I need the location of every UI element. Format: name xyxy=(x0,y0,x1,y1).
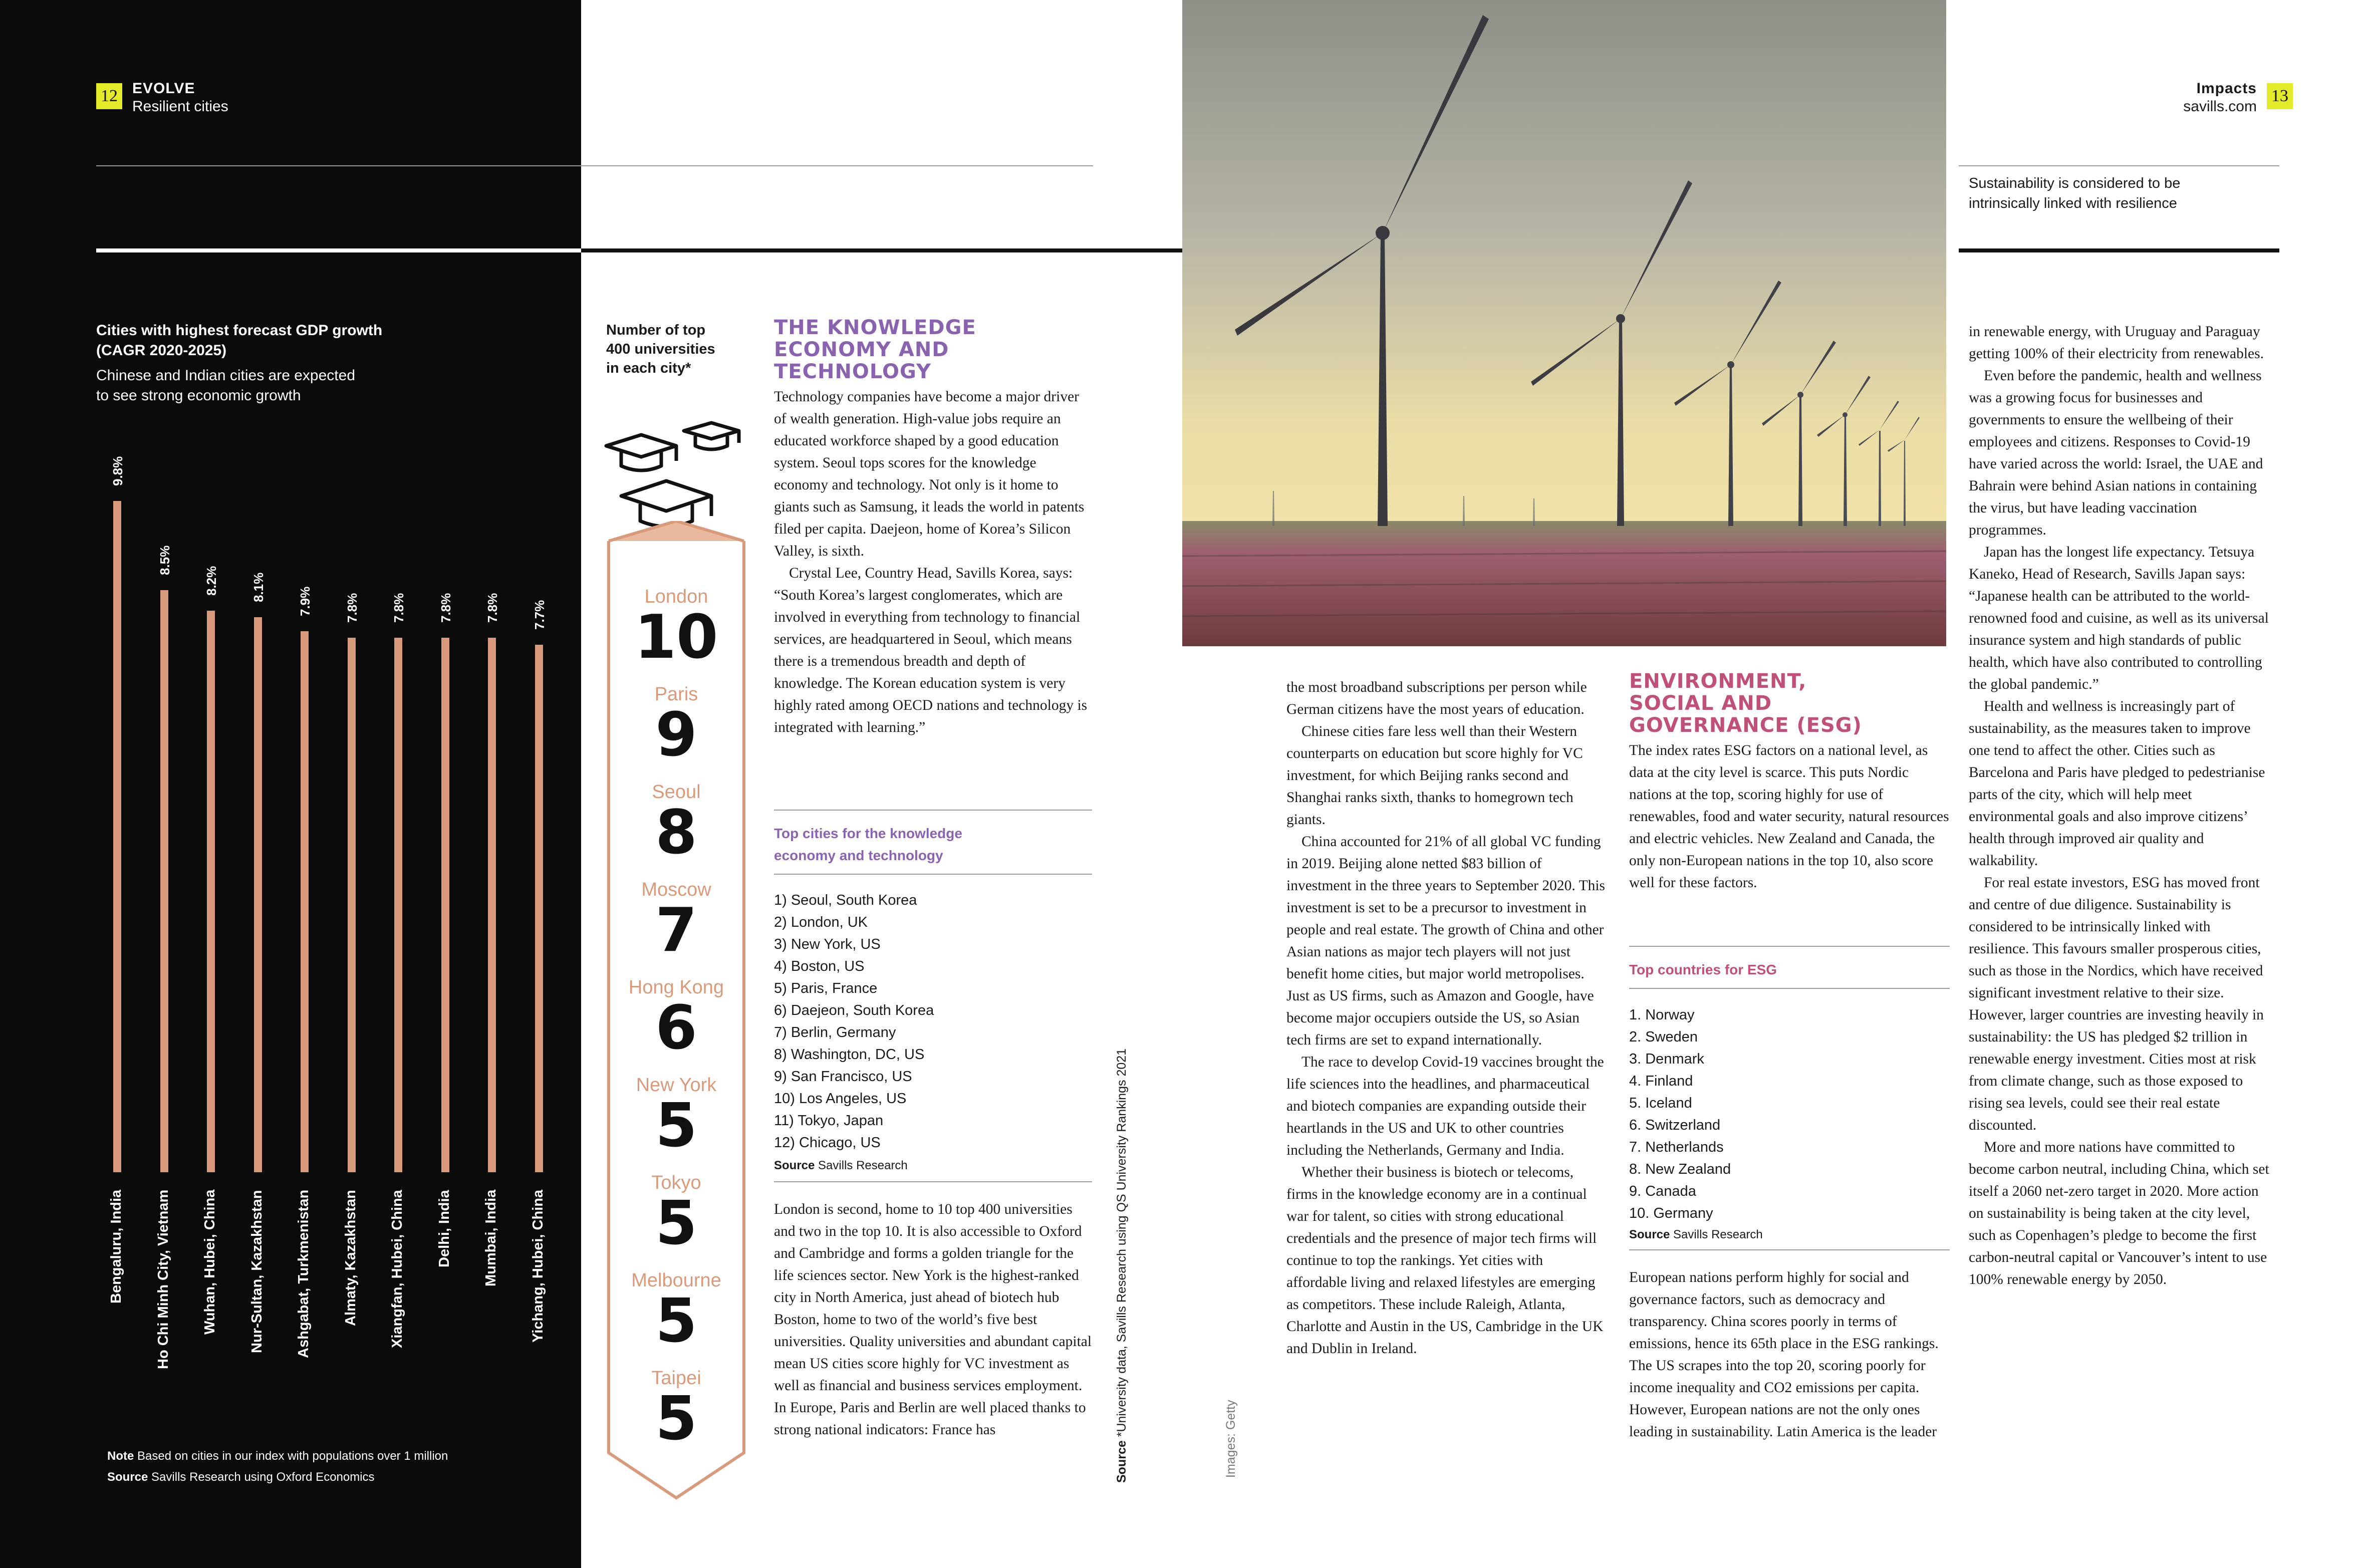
list-item: 12) Chicago, US xyxy=(774,1135,881,1151)
list-item: 1) Seoul, South Korea xyxy=(774,892,917,908)
knowledge-body-continued: the most broadband subscriptions per person while German citizens have the most years of education. Chinese cities fare less well than their Western counterparts on education but score highly for VC investment, for which Beijing ranks second and Shanghai ranks sixth, thanks to homegrown tech giants. China accounted for 21% of all global VC funding in 2019. Beijing alone netted $83 billion of investment in the three years to September 2020. This investment is set to be a precursor to investment in people and real estate. The growth of China and other Asian nations as major tech players will not just benefit home cities, but major world metropolises. Just as US firms, such as Amazon and Google, have become major occupiers outside the US, so Asian tech firms are set to expand internationally. The race to develop Covid-19 vaccines brought the life sciences into the headlines, and pharmaceutical and biotech companies are expanding outside their heartlands in the US and UK to other countries including the Netherlands, Germany and India. Whether their business is biotech or telecoms, firms in the knowledge economy are in a continual war for talent, so cities with strong educational credentials and the presence of major tech firms will continue to top the rankings. Yet cities with affordable living and relaxed lifestyles are emerging as competitors. These include Raleigh, Atlanta, Charlotte and Austin in the US, Cambridge in the UK and Dublin in Ireland. xyxy=(1286,679,1606,1357)
esg-top-countries-list xyxy=(1629,1004,1731,1224)
list-item: 2. Sweden xyxy=(1629,1029,1698,1045)
gdp-bar xyxy=(441,638,449,1172)
image-credit: Images: Getty xyxy=(1224,1400,1238,1478)
knowledge-intro: Technology companies have become a major driver of wealth generation. High-value jobs require an educated workforce shaped by a good education system. Seoul tops scores for the knowledge economy and technology. Not only is it home to giants such as Samsung, it leads the world in patents filed per capita. Daejeon, home of Korea’s Silicon Valley, is sixth. Crystal Lee, Country Head, Savills Korea, says: “South Korea’s largest conglomerates, which are involved in everything from technology to financial services, are headquartered in Seoul, which means there is a tremendous breadth and depth of knowledge. The Korean education system is very highly rated among OECD nations and technology is integrated with learning.” xyxy=(774,389,1088,735)
gdp-bar-category-label: Xiangfan, Hubei, China xyxy=(389,1190,405,1348)
gdp-bar-value-label: 9.8% xyxy=(110,456,125,486)
list-item: 2) London, UK xyxy=(774,914,868,930)
gdp-bar xyxy=(254,617,262,1172)
gdp-bar-value-label: 8.1% xyxy=(250,573,266,603)
esg-intro: The index rates ESG factors on a national level, as data at the city level is scarce. This puts Nordic nations at the top, scoring highly for use of renewables, food and water security, natural resources and electric vehicles. New Zealand and Canada, the only non-European nations in the top 10, also score well for these factors. xyxy=(1629,742,1949,891)
gdp-bar-category-label: Wuhan, Hubei, China xyxy=(202,1190,218,1335)
esg-list-rule-top xyxy=(1629,946,1950,947)
esg-list-source: Source Savills Research xyxy=(1629,1228,1763,1241)
gdp-bar-value-label: 7.8% xyxy=(344,593,360,623)
knowledge-list-title: Top cities for the knowledge economy and technology xyxy=(774,826,962,863)
university-city-row: London 10 xyxy=(634,586,718,672)
universities-source: Source *University data, Savills Research using QS University Rankings 2021 xyxy=(1115,1048,1129,1483)
gdp-bar xyxy=(301,631,309,1172)
gdp-bar-category-label: Ho Chi Minh City, Vietnam xyxy=(155,1190,171,1370)
gdp-chart-note: Note Based on cities in our index with populations over 1 million xyxy=(107,1449,448,1463)
university-city-row: Melbourne 5 xyxy=(631,1270,721,1356)
gdp-bar-value-label: 7.9% xyxy=(298,586,313,616)
gdp-bar xyxy=(488,638,496,1172)
knowledge-list-rule-end xyxy=(774,1181,1092,1182)
university-city-row: Tokyo 5 xyxy=(651,1172,701,1258)
right-section-name: Impacts xyxy=(2196,80,2257,97)
list-item: 10. Germany xyxy=(1629,1205,1713,1221)
list-item: 4) Boston, US xyxy=(774,958,865,974)
gdp-bar xyxy=(113,501,121,1172)
knowledge-section-title: THE KNOWLEDGE ECONOMY AND TECHNOLOGY xyxy=(774,316,976,383)
esg-body: European nations perform highly for social and governance factors, such as democracy and transparency. China scores poorly in terms of emissions, hence its 65th place in the ESG rankings. The US scrapes into the top 20, scoring poorly for income inequality and CO2 emissions per capita. However, European nations are not the only ones leading in sustainability. Latin America is the leader xyxy=(1629,1269,1939,1440)
knowledge-list-source: Source Savills Research xyxy=(774,1159,908,1172)
universities-title: Number of top 400 universities in each city* xyxy=(606,322,715,376)
gdp-chart-subtitle: Chinese and Indian cities are expected to see strong economic growth xyxy=(96,367,356,404)
gdp-bar-value-label: 7.7% xyxy=(532,600,547,630)
gdp-bar xyxy=(394,638,402,1172)
section-rule-right xyxy=(1959,248,2279,252)
list-item: 11) Tokyo, Japan xyxy=(774,1113,884,1129)
gdp-chart-title: Cities with highest forecast GDP growth (CAGR 2020-2025) xyxy=(96,322,383,359)
gdp-bar xyxy=(207,611,215,1172)
wind-turbines-photo xyxy=(1182,0,1946,646)
list-item: 9. Canada xyxy=(1629,1183,1696,1199)
esg-body-continued: in renewable energy, with Uruguay and Paraguay getting 100% of their electricity from renewables. Even before the pandemic, health and wellness was a growing focus for businesses and governments to ensure the wellbeing of their employees and citizens. Responses to Covid-19 have varied across the world: Israel, the UAE and Bahrain were behind Asian nations in containing the virus, but have leading vaccination programmes. Japan has the longest life expectancy. Tetsuya Kaneko, Head of Research, Savills Japan says: “Japanese health can be attributed to the world-renowned food and cuisine, as well as its universal insurance system and high standards of public health, which have also contributed to controlling the global pandemic.” Health and wellness is increasingly part of sustainability, as the measures taken to improve one tend to affect the other. Cities such as Barcelona and Paris have pledged to pedestrianise parts of the city, which will help meet environmental goals and also improve citizens’ health through improved air quality and walkability. For real estate investors, ESG has moved front and centre of due diligence. Sustainability is considered to be intrinsically linked with resilience. This favours smaller prosperous cities, such as those in the Nordics, which have received significant investment relative to their size. However, larger countries are investing heavily in sustainability: the US has pledged $2 trillion in renewable energy investment. Cities most at risk from climate change, such as those exposed to rising sea levels, could see their real estate discounted. More and more nations have committed to become carbon neutral, including China, which set itself a 2060 net-zero target in 2020. More action on sustainability is being taken at the city level, such as Copenhagen’s pledge to become the first carbon-neutral capital or Vancouver’s intent to use 100% renewable energy by 2050. xyxy=(1969,324,2269,1287)
list-item: 10) Los Angeles, US xyxy=(774,1091,907,1107)
subsection-name: Resilient cities xyxy=(132,98,228,115)
section-name: EVOLVE xyxy=(132,80,195,97)
gdp-bar xyxy=(348,638,356,1172)
gdp-chart-source: Source Savills Research using Oxford Economics xyxy=(107,1470,375,1484)
gdp-bar-category-label: Ashgabat, Turkmenistan xyxy=(296,1190,312,1359)
esg-list-title: Top countries for ESG xyxy=(1629,962,1777,977)
university-city-row: Paris 9 xyxy=(654,684,698,770)
gdp-bar xyxy=(160,590,168,1172)
gdp-bar-category-label: Mumbai, India xyxy=(483,1190,499,1287)
gdp-bar-value-label: 7.8% xyxy=(391,593,406,623)
gdp-bar-category-label: Yichang, Hubei, China xyxy=(530,1190,546,1343)
gdp-bar-value-label: 8.2% xyxy=(204,566,219,596)
knowledge-body: London is second, home to 10 top 400 universities and two in the top 10. It is also accessible to Oxford and Cambridge and forms a golden triangle for the life sciences sector. New York is the highest-ranked city in North America, just ahead of biotech hub Boston, home to two of the world’s five best universities. Quality universities and abundant capital mean US cities score highly for VC investment as well as financial and business services employment. In Europe, Paris and Berlin are well placed thanks to strong national indicators: France has xyxy=(774,1201,1092,1438)
pullquote: Sustainability is considered to be intrinsically linked with resilience xyxy=(1969,175,2181,211)
university-city-row: Hong Kong 6 xyxy=(628,977,724,1063)
list-item: 7) Berlin, Germany xyxy=(774,1024,896,1040)
section-rule-mid xyxy=(581,248,1193,252)
gdp-bar-value-label: 7.8% xyxy=(485,593,500,623)
list-item: 5) Paris, France xyxy=(774,980,878,996)
list-item: 3) New York, US xyxy=(774,936,881,952)
list-item: 7. Netherlands xyxy=(1629,1139,1724,1155)
gdp-bar-chart xyxy=(0,0,581,1568)
esg-list-rule-bottom xyxy=(1629,988,1950,989)
list-item: 4. Finland xyxy=(1629,1073,1693,1089)
esg-list-rule-end xyxy=(1629,1249,1950,1250)
gdp-bar-value-label: 7.8% xyxy=(438,593,453,623)
gdp-bar-category-label: Delhi, India xyxy=(436,1190,452,1267)
header-rule-right xyxy=(1959,165,2279,166)
knowledge-list-rule-bottom xyxy=(774,874,1092,875)
knowledge-top-cities-list xyxy=(774,889,934,1154)
page-number-left: 12 xyxy=(96,83,122,109)
university-city-row: Seoul 8 xyxy=(652,781,701,868)
university-city-row: Taipei 5 xyxy=(651,1368,701,1454)
esg-section-title: ENVIRONMENT, SOCIAL AND GOVERNANCE (ESG) xyxy=(1629,670,1862,737)
knowledge-list-rule-top xyxy=(774,810,1092,811)
gdp-bar-category-label: Almaty, Kazakhstan xyxy=(342,1190,359,1326)
list-item: 8) Washington, DC, US xyxy=(774,1047,925,1063)
gdp-bar-category-label: Bengaluru, India xyxy=(108,1190,124,1304)
list-item: 5. Iceland xyxy=(1629,1095,1692,1111)
right-site-name: savills.com xyxy=(2183,98,2257,115)
list-item: 9) San Francisco, US xyxy=(774,1069,912,1085)
list-item: 3. Denmark xyxy=(1629,1051,1704,1067)
university-city-row: New York 5 xyxy=(636,1075,717,1161)
university-city-row: Moscow 7 xyxy=(641,879,711,965)
gdp-bar-value-label: 8.5% xyxy=(157,545,172,575)
list-item: 1. Norway xyxy=(1629,1007,1695,1023)
page-number-right: 13 xyxy=(2267,83,2293,109)
list-item: 6. Switzerland xyxy=(1629,1117,1721,1133)
gdp-bar xyxy=(535,645,543,1172)
gdp-bar-category-label: Nur-Sultan, Kazakhstan xyxy=(248,1190,265,1353)
list-item: 8. New Zealand xyxy=(1629,1161,1731,1177)
list-item: 6) Daejeon, South Korea xyxy=(774,1002,934,1018)
